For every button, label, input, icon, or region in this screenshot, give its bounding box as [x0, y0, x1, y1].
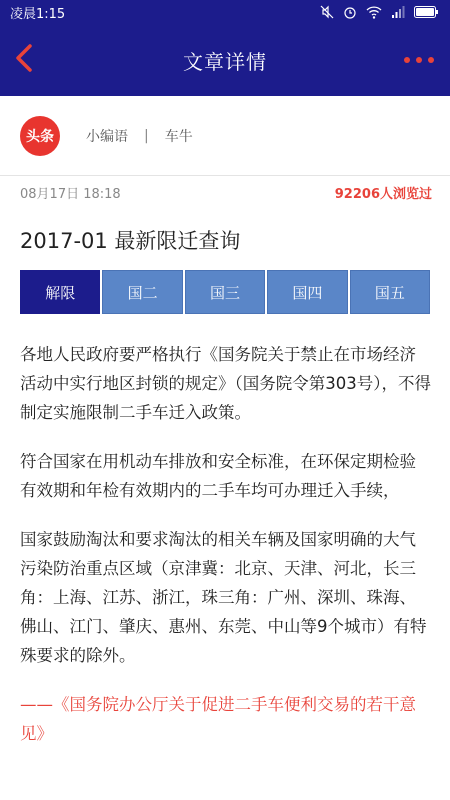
publish-date: 08月17日 18:18 — [20, 186, 121, 202]
source-info — [86, 126, 193, 146]
source-separator: | — [144, 127, 149, 144]
wifi-icon — [366, 6, 382, 19]
status-icons — [320, 5, 438, 19]
status-bar — [0, 0, 450, 24]
battery-icon — [414, 6, 438, 18]
toutiao-logo[interactable]: 头条 — [20, 116, 60, 156]
page-title: 文章详情 — [183, 49, 267, 74]
tab-guowu[interactable]: 国五 — [350, 270, 430, 314]
emission-tabs — [20, 270, 430, 314]
source-quote: ——《国务院办公厅关于促进二手车便利交易的若干意见》 — [20, 695, 416, 743]
chevron-left-icon — [14, 44, 34, 76]
view-count: 92206人浏览过 — [334, 186, 432, 202]
meta-row — [20, 180, 432, 204]
more-dots-icon — [404, 57, 410, 63]
tab-guosi[interactable]: 国四 — [267, 270, 347, 314]
nav-bar — [0, 24, 450, 96]
paragraph: 国家鼓励淘汰和要求淘汰的相关车辆及国家明确的大气污染防治重点区域（京津冀：北京、天津、河北，长三角：上海、江苏、浙江，珠三角：广州、深圳、珠海、佛山、江门、肇庆、惠州、东莞、中山等9个城市）有特殊要求的除外。 — [20, 530, 427, 665]
author-name[interactable]: 小编语 — [86, 128, 128, 145]
back-button[interactable] — [14, 44, 38, 76]
tab-jiexian[interactable]: 解限 — [20, 270, 100, 314]
article-content — [20, 340, 432, 748]
tab-guoer[interactable]: 国二 — [102, 270, 182, 314]
source-row — [0, 96, 450, 176]
more-button[interactable] — [404, 50, 434, 70]
mute-icon — [320, 5, 334, 19]
signal-icon — [391, 6, 405, 19]
category-name[interactable]: 车牛 — [164, 128, 193, 145]
status-time: 凌晨1:15 — [10, 6, 66, 22]
article-title: 2017-01 最新限迁查询 — [20, 229, 241, 253]
tab-guosan[interactable]: 国三 — [185, 270, 265, 314]
alarm-icon — [343, 5, 357, 19]
paragraph: 各地人民政府要严格执行《国务院关于禁止在市场经济活动中实行地区封锁的规定》（国务院令第303号），不得制定实施限制二手车迁入政策。 — [20, 345, 431, 422]
paragraph: 符合国家在用机动车排放和安全标准，在环保定期检验有效期和年检有效期内的二手车均可办理迁入手续， — [20, 452, 416, 500]
